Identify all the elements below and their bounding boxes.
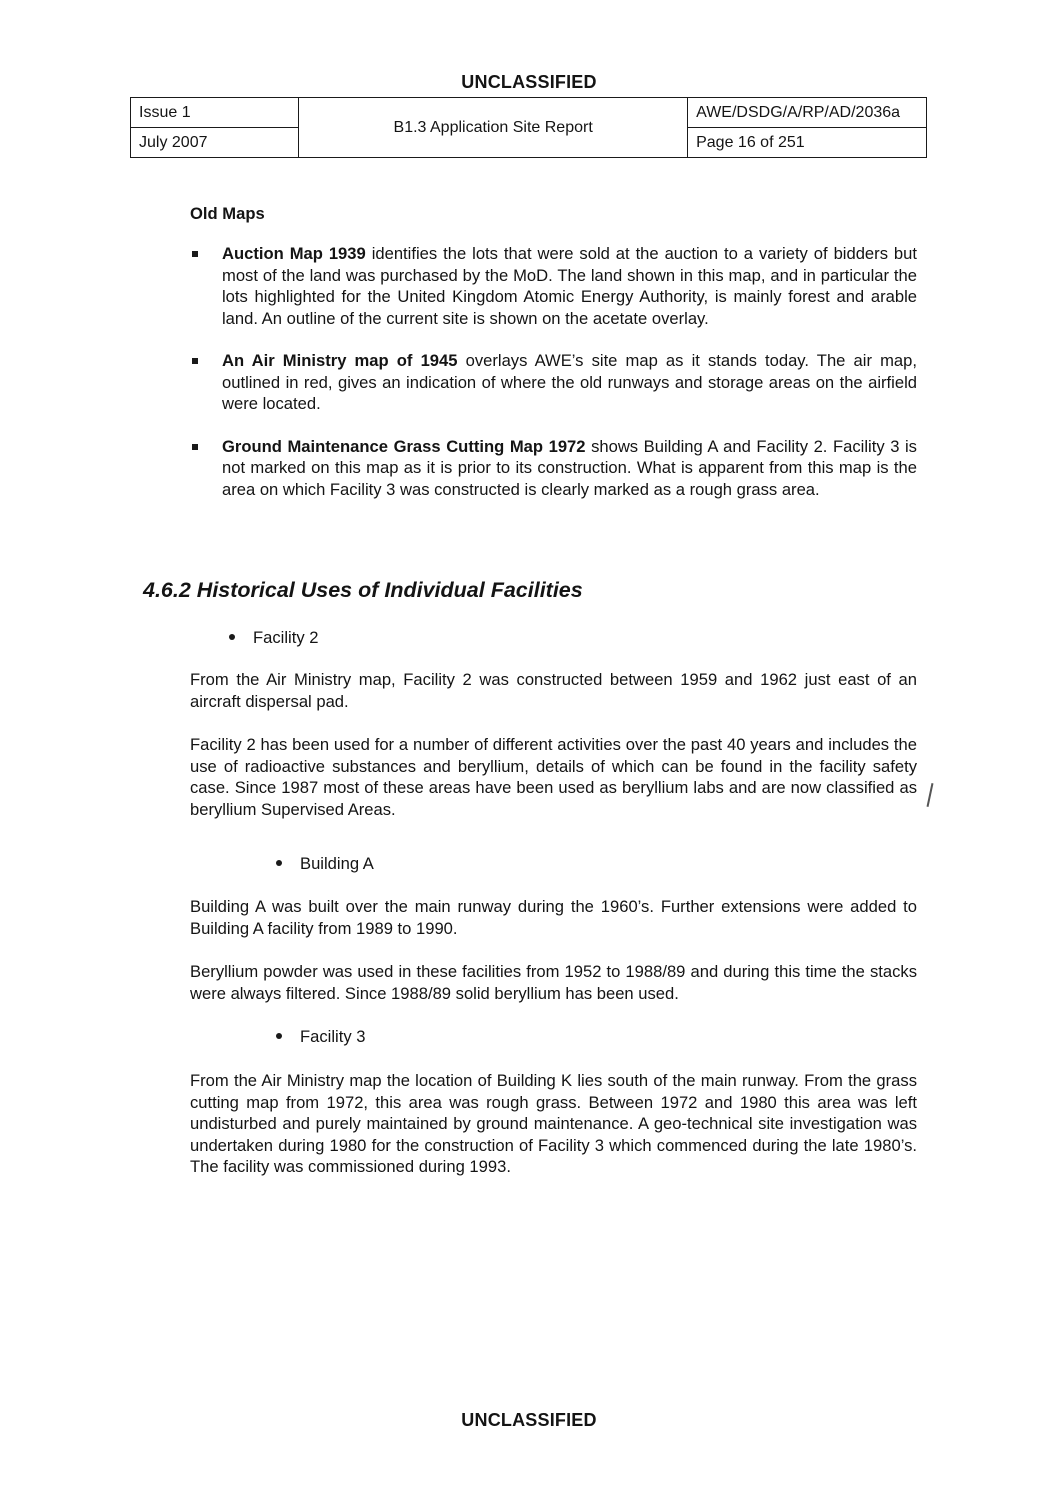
round-bullet-icon (276, 860, 282, 866)
round-bullet-icon (276, 1033, 282, 1039)
classification-footer: UNCLASSIFIED (461, 1410, 597, 1430)
building-a-label: Building A (300, 854, 374, 873)
section-heading: 4.6.2 Historical Uses of Individual Facilities (143, 578, 583, 602)
facility-3-bullet (276, 1026, 365, 1048)
building-a-paragraph-2: Beryllium powder was used in these facilities from 1952 to 1988/89 and during this time the stacks were always filtered. Since 1988/89 solid beryllium has been used. (190, 962, 917, 1003)
reference-cell: AWE/DSDG/A/RP/AD/2036a (688, 98, 927, 128)
square-bullet-icon (192, 444, 198, 450)
facility-2-paragraph-1: From the Air Ministry map, Facility 2 was constructed between 1959 and 1962 just east of an aircraft dispersal pad. (190, 670, 917, 711)
facility-2-paragraph-2: Facility 2 has been used for a number of different activities over the past 40 years and includes the use of radioactive substances and beryllium, details of which can be found in the facility safety case. Since 1987 most of these areas have been used as beryllium labs and are now classified as beryllium Supervised Areas. (190, 735, 917, 819)
classification-header: UNCLASSIFIED (461, 72, 597, 92)
facility-3-paragraph-1: From the Air Ministry map the location of Building K lies south of the main runway. From the grass cutting map from 1972, this area was rough grass. Between 1972 and 1980 this area was left undisturbed and purely maintained by ground maintenance. A geo-technical site investigation was undertaken during 1980 for the construction of Facility 3 which commenced during the late 1980’s. The facility was commissioned during 1993. (190, 1071, 917, 1176)
square-bullet-icon (192, 251, 198, 257)
facility-2-label: Facility 2 (253, 628, 319, 647)
date-cell: July 2007 (131, 128, 299, 158)
map-title: Auction Map 1939 (222, 244, 366, 263)
old-maps-heading: Old Maps (190, 204, 265, 223)
facility-3-label: Facility 3 (300, 1027, 366, 1046)
round-bullet-icon (229, 634, 235, 640)
building-a-paragraph-1: Building A was built over the main runway during the 1960’s. Further extensions were added to Building A facility from 1989 to 1990. (190, 897, 917, 938)
handwritten-margin-mark (927, 783, 934, 807)
map-description: identifies the lots that were sold at the auction to a variety of bidders but most of the land was purchased by the MoD. The land shown in this map, and in particular the lots highlighted for the United Kingdom Atomic Energy Authority, is mainly forest and arable land. An outline of the current site is shown on the acetate overlay. (222, 244, 917, 328)
square-bullet-icon (192, 358, 198, 364)
map-description: overlays AWE’s site map as it stands today. The air map, outlined in red, gives an indication of where the old runways and storage areas on the airfield were located. (222, 351, 917, 413)
document-header-table (130, 97, 927, 158)
page-number-cell: Page 16 of 251 (688, 128, 927, 158)
building-a-bullet (276, 853, 374, 875)
facility-2-bullet (229, 627, 318, 649)
list-item (190, 436, 917, 501)
issue-cell: Issue 1 (131, 98, 299, 128)
old-maps-list (190, 243, 917, 521)
list-item (190, 350, 917, 415)
document-title-cell: B1.3 Application Site Report (299, 98, 688, 158)
map-title: An Air Ministry map of 1945 (222, 351, 458, 370)
map-description: shows Building A and Facility 2. Facility 3 is not marked on this map as it is prior to its construction. What is apparent from this map is the area on which Facility 3 was constructed is clearly marked as a rough grass area. (222, 436, 917, 499)
map-title: Ground Maintenance Grass Cutting Map 1972 (222, 436, 586, 456)
list-item (190, 243, 917, 329)
